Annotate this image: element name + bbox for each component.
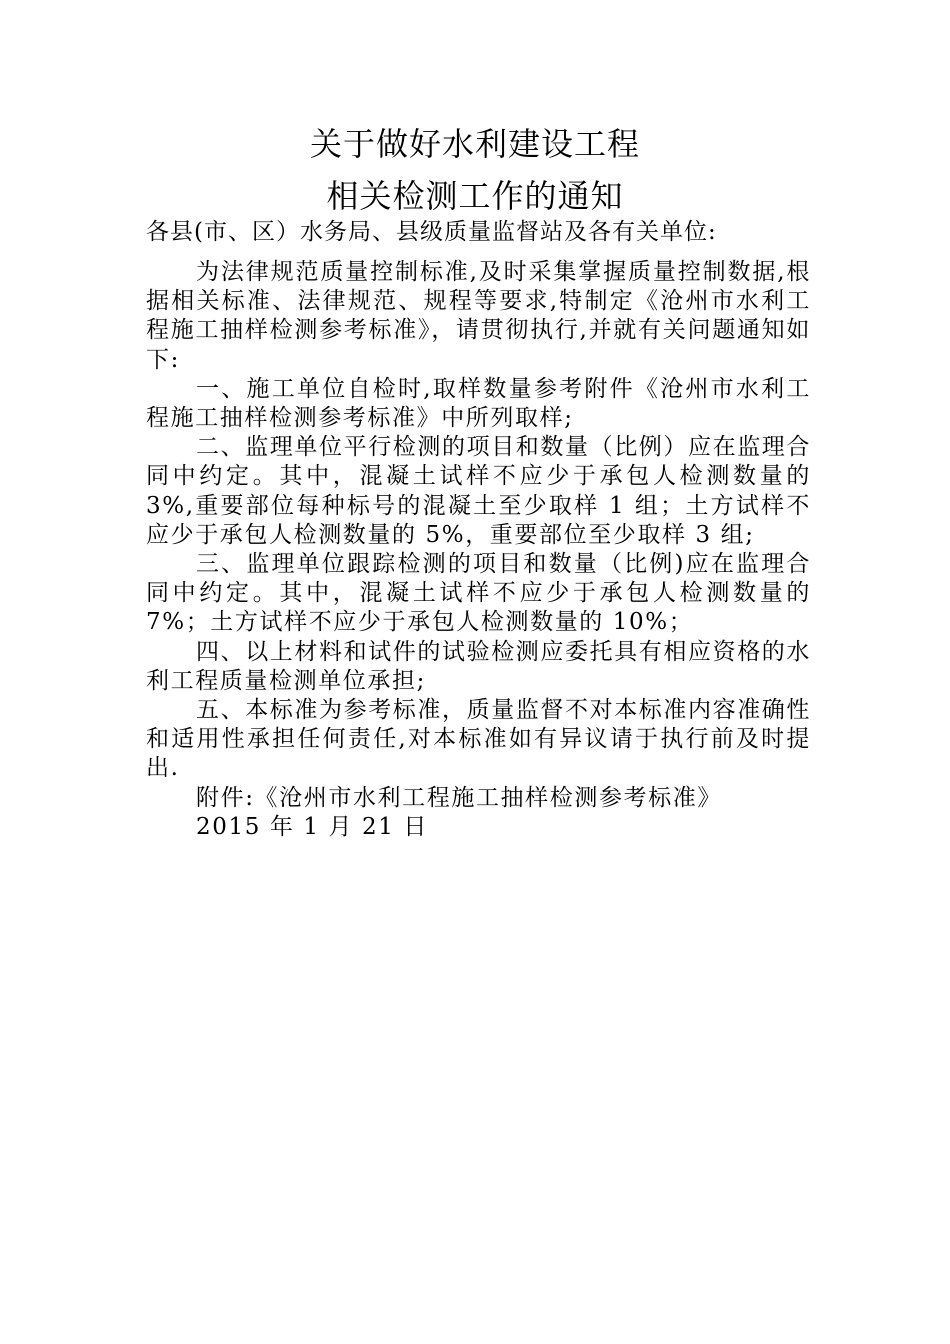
document-title-line-2: 相关检测工作的通知 [326, 177, 624, 215]
date-line: 2015 年 1 月 21 日 [196, 813, 428, 840]
item-5-paragraph: 五、本标准为参考标准，质量监督不对本标准内容准确性和适用性承担任何责任,对本标准如有异议请于执行前及时提出. [146, 697, 811, 782]
item-1-paragraph: 一、施工单位自检时,取样数量参考附件《沧州市水利工程施工抽样检测参考标准》中所列取样; [146, 375, 811, 432]
document-title-line-1: 关于做好水利建设工程 [309, 125, 640, 163]
attachment-line: 附件:《沧州市水利工程施工抽样检测参考标准》 [196, 784, 722, 811]
document-body [146, 258, 811, 842]
intro-paragraph: 为法律规范质量控制标准,及时采集掌握质量控制数据,根据相关标准、法律规范、规程等要求,特制定《沧州市水利工程施工抽样检测参考标准》，请贯彻执行,并就有关问题通知如下: [146, 259, 811, 373]
item-3-paragraph: 三、监理单位跟踪检测的项目和数量（比例)应在监理合同中约定。其中，混凝土试样不应少于承包人检测数量的 7%；土方试样不应少于承包人检测数量的 10%； [146, 551, 811, 636]
item-4-paragraph: 四、以上材料和试件的试验检测应委托具有相应资格的水利工程质量检测单位承担; [146, 638, 811, 694]
salutation: 各县(市、区）水务局、县级质量监督站及各有关单位: [146, 219, 717, 245]
item-2-paragraph: 二、监理单位平行检测的项目和数量（比例）应在监理合同中约定。其中，混凝土试样不应少于承包人检测数量的 3%,重要部位每种标号的混凝土至少取样 1 组；土方试样不应少于承包人检测数量的 5%，重要部位至少取样 3 组; [146, 434, 811, 548]
